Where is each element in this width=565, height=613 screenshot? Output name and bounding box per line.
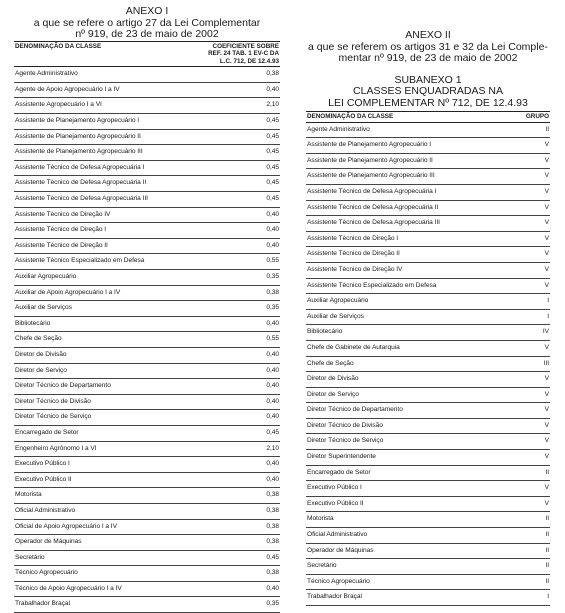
coeficiente-cell: 0,38 [266,538,279,546]
table-row [306,450,550,466]
class-name-cell: Oficial Administrativo [15,506,76,514]
table-row [14,379,280,395]
grupo-cell: II [545,562,549,570]
subanexo-heading: SUBANEXO 1 [394,73,462,86]
table-row [14,286,280,302]
coeficiente-cell: 0,40 [266,241,279,249]
subanexo-caption-line-2: LEI COMPLEMENTAR Nº 712, DE 12.4.93 [328,96,528,109]
table-row [306,154,550,170]
grupo-cell: V [544,250,549,258]
table-row [306,419,550,435]
grupo-cell: V [544,265,549,273]
class-name-cell: Assistente Técnico de Defesa Agropecuária II [307,203,439,211]
class-name-cell: Operador de Máquinas [15,538,82,546]
coeficiente-cell: 0,40 [266,584,279,592]
class-name-cell: Executivo Público II [307,499,364,507]
class-name-cell: Auxiliar Agropecuário [15,273,77,280]
class-name-cell: Secretário [307,562,337,570]
table-row [306,294,550,310]
class-name-cell: Auxiliar de Serviços [15,304,72,312]
coeficiente-cell: 0,55 [266,257,279,265]
class-name-cell: Auxiliar Agropecuário [307,297,369,305]
table-row [306,185,550,201]
coeficiente-cell: 0,40 [266,226,279,234]
class-name-cell: Diretor Técnico de Divisão [15,397,91,405]
table-row [14,488,280,504]
coeficiente-cell: 0,38 [266,70,279,78]
subanexo-1-title [306,75,550,110]
table-row [306,279,550,295]
grupo-cell: II [545,546,549,554]
table-row [306,201,550,217]
anexo-ii-caption-line-2: mentar nº 919, de 23 de maio de 2002 [338,52,518,64]
coeficiente-cell: 0,45 [266,132,279,140]
table-row [306,575,550,591]
table-row [306,310,550,326]
anexo-i-caption-line-1: a que se refere o artigo 27 da Lei Complementar [33,16,261,29]
table-row [14,395,280,411]
grupo-cell: V [544,375,549,383]
grupo-cell: II [545,515,549,523]
class-name-cell: Encarregado de Setor [15,428,79,436]
coeficiente-cell: 0,45 [266,148,279,156]
class-name-cell: Diretor de Serviço [15,366,67,374]
coeficiente-header-line-1: COEFICIENTE SOBRE [212,42,279,50]
anexo-ii-heading: ANEXO II [405,29,451,41]
table-row [14,130,280,146]
class-name-cell: Chefe de Gabinete de Autarquia [307,343,400,351]
table-row [14,426,280,442]
table-row [306,169,550,185]
class-name-cell: Motorista [15,491,42,499]
table-row [306,544,550,560]
anexo-ii-section [306,6,550,606]
class-name-cell: Assistente de Planejamento Agropecuário II [307,156,433,164]
grupo-cell: V [544,390,549,398]
class-name-cell: Encarregado de Setor [307,468,371,476]
class-name-cell: Assistente de Planejamento Agropecuário I [307,141,432,149]
coeficiente-cell: 0,55 [266,335,279,343]
coeficiente-header-line-3: L.C. 712, DE 12.4.93 [219,57,279,65]
table-row [14,566,280,582]
class-name-cell: Oficial de Apoio Agropecuário I a IV [15,522,117,530]
table-row [14,301,280,317]
table-row [14,520,280,536]
grupo-cell: II [545,531,549,539]
table-row [306,216,550,232]
table-row [14,582,280,598]
column-header-denominacao: DENOMINAÇÃO DA CLASSE [15,42,102,50]
anexo-ii-table-body [306,123,550,606]
table-row [306,434,550,450]
class-name-cell: Assistente de Planejamento Agropecuário III [15,148,143,156]
column-header-denominacao: DENOMINAÇÃO DA CLASSE [307,113,394,120]
class-name-cell: Diretor Técnico de Serviço [307,437,384,445]
grupo-cell: V [544,234,549,242]
grupo-cell: II [545,577,549,585]
class-name-cell: Bibliotecário [15,319,51,327]
class-name-cell: Executivo Público I [307,484,362,492]
grupo-cell: V [544,343,549,351]
table-row [306,466,550,482]
class-name-cell: Assistente Técnico de Direção II [15,241,108,249]
table-row [306,138,550,154]
table-row [306,388,550,404]
coeficiente-cell: 0,40 [266,382,279,390]
class-name-cell: Diretor Técnico de Departamento [307,406,403,414]
coeficiente-cell: 0,40 [266,319,279,327]
grupo-cell: V [544,437,549,445]
table-row [306,590,550,606]
grupo-cell: IV [542,328,549,336]
class-name-cell: Diretor Técnico de Serviço [15,413,92,421]
table-row [306,357,550,373]
coeficiente-cell: 0,35 [266,273,279,280]
class-name-cell: Técnico Agropecuário [307,577,370,585]
class-name-cell: Assistente Técnico de Defesa Agropecuária I [307,187,437,195]
coeficiente-cell: 0,45 [266,117,279,125]
table-row [14,457,280,473]
class-name-cell: Diretor de Divisão [307,375,359,383]
class-name-cell: Assistente Técnico de Defesa Agropecuária III [307,219,440,227]
coeficiente-cell: 0,45 [266,163,279,171]
table-row [306,123,550,139]
class-name-cell: Chefe de Seção [307,359,354,367]
coeficiente-cell: 0,40 [266,350,279,358]
class-name-cell: Executivo Público II [15,475,72,483]
class-name-cell: Operador de Máquinas [307,546,374,554]
table-row [306,559,550,575]
class-name-cell: Auxiliar de Serviços [307,312,364,320]
class-name-cell: Assistente Técnico de Defesa Agropecuária I [15,163,145,171]
table-row [306,372,550,388]
anexo-i-table-header [14,41,280,68]
class-name-cell: Engenheiro Agrônomo I a VI [15,444,97,452]
coeficiente-cell: 2,10 [266,101,279,109]
anexo-ii-title [306,30,550,65]
class-name-cell: Assistente Técnico de Defesa Agropecuária II [15,179,147,187]
table-row [306,247,550,263]
grupo-cell: V [544,499,549,507]
table-row [306,481,550,497]
coeficiente-cell: 0,45 [266,195,279,203]
coeficiente-header-line-2: REF. 24 TAB. 1 EV-C DA [208,50,279,58]
class-name-cell: Diretor Técnico de Divisão [307,421,383,429]
class-name-cell: Assistente Técnico de Defesa Agropecuária III [15,195,148,203]
table-row [306,232,550,248]
coeficiente-cell: 0,40 [266,366,279,374]
table-row [306,403,550,419]
class-name-cell: Agente Administrativo [15,70,78,78]
coeficiente-cell: 0,38 [266,506,279,514]
table-row [14,114,280,130]
grupo-cell: I [547,312,549,320]
class-name-cell: Diretor Técnico de Departamento [15,382,111,390]
coeficiente-cell: 0,35 [266,304,279,312]
class-name-cell: Assistente Técnico de Direção IV [15,210,111,218]
anexo-ii-table-header [306,111,550,123]
class-name-cell: Técnico de Apoio Agropecuário I a IV [15,584,122,592]
class-name-cell: Assistente de Planejamento Agropecuário III [307,172,435,180]
table-row [14,332,280,348]
class-name-cell: Trabalhador Braçal [15,600,70,608]
coeficiente-cell: 0,45 [266,553,279,561]
grupo-cell: V [544,203,549,211]
table-row [14,317,280,333]
class-name-cell: Auxiliar de Apoio Agropecuário I a IV [15,288,121,296]
table-row [14,145,280,161]
grupo-cell: V [544,172,549,180]
grupo-cell: V [544,406,549,414]
column-header-grupo: GRUPO [525,113,549,120]
class-name-cell: Trabalhador Braçal [307,593,362,601]
class-name-cell: Técnico Agropecuário [15,569,78,577]
class-name-cell: Executivo Público I [15,460,70,468]
coeficiente-cell: 0,38 [266,288,279,296]
grupo-cell: I [547,593,549,601]
anexo-ii-caption-line-1: a que se referem os artigos 31 e 32 da Lei Comple- [308,40,548,53]
class-name-cell: Secretário [15,553,45,561]
table-row [14,504,280,520]
class-name-cell: Assistente de Planejamento Agropecuário II [15,132,141,140]
table-row [14,192,280,208]
grupo-cell: V [544,484,549,492]
coeficiente-cell: 0,40 [266,210,279,218]
coeficiente-cell: 0,40 [266,397,279,405]
class-name-cell: Motorista [307,515,334,523]
table-row [14,410,280,426]
table-row [14,551,280,567]
coeficiente-cell: 0,40 [266,413,279,421]
grupo-cell: V [544,219,549,227]
table-row [14,364,280,380]
grupo-cell: V [544,453,549,461]
grupo-cell: V [544,156,549,164]
coeficiente-cell: 0,38 [266,522,279,530]
class-name-cell: Assistente de Planejamento Agropecuário I [15,117,140,125]
table-row [306,325,550,341]
table-row [14,67,280,83]
coeficiente-cell: 0,40 [266,85,279,93]
table-row [306,341,550,357]
class-name-cell: Assistente Técnico de Direção I [15,226,107,234]
subanexo-caption-line-1: CLASSES ENQUADRADAS NA [353,85,503,97]
anexo-i-title [14,6,280,41]
table-row [14,208,280,224]
table-row [14,223,280,239]
class-name-cell: Assistente Agropecuário I a VI [15,101,102,109]
class-name-cell: Bibliotecário [307,328,343,336]
class-name-cell: Assistente Técnico Especializado em Defesa [307,281,437,289]
class-name-cell: Agente de Apoio Agropecuário I a IV [15,85,120,93]
table-row [14,254,280,270]
anexo-i-section [14,6,280,613]
table-row [14,473,280,489]
coeficiente-cell: 0,35 [266,600,279,608]
grupo-cell: V [544,141,549,149]
table-row [14,535,280,551]
coeficiente-cell: 0,38 [266,569,279,577]
coeficiente-cell: 2,10 [266,444,279,452]
table-row [306,497,550,513]
table-row [14,270,280,286]
grupo-cell: II [545,125,549,133]
column-header-coeficiente [208,43,279,66]
coeficiente-cell: 0,45 [266,179,279,187]
grupo-cell: V [544,187,549,195]
coeficiente-cell: 0,38 [266,491,279,499]
table-row [14,348,280,364]
coeficiente-cell: 0,40 [266,475,279,483]
class-name-cell: Chefe de Seção [15,335,62,343]
class-name-cell: Oficial Administrativo [307,531,368,539]
class-name-cell: Agente Administrativo [307,125,370,133]
anexo-i-table-body [14,67,280,613]
class-name-cell: Assistente Técnico Especializado em Defesa [15,257,145,265]
grupo-cell: V [544,281,549,289]
class-name-cell: Diretor de Serviço [307,390,359,398]
grupo-cell: V [544,421,549,429]
class-name-cell: Assistente Técnico de Direção II [307,250,400,258]
table-row [14,98,280,114]
class-name-cell: Assistente Técnico de Direção IV [307,265,403,273]
coeficiente-cell: 0,40 [266,460,279,468]
table-row [14,442,280,458]
table-row [306,512,550,528]
table-row [14,176,280,192]
coeficiente-cell: 0,45 [266,428,279,436]
grupo-cell: III [543,359,549,367]
grupo-cell: I [547,297,549,305]
anexo-i-caption-line-2: nº 919, de 23 de maio de 2002 [75,28,219,40]
class-name-cell: Diretor Superintendente [307,453,376,461]
class-name-cell: Diretor de Divisão [15,350,67,358]
table-row [14,83,280,99]
grupo-cell: II [545,468,549,476]
table-row [306,528,550,544]
anexo-i-heading: ANEXO I [125,5,169,17]
table-row [306,263,550,279]
table-row [14,161,280,177]
class-name-cell: Assistente Técnico de Direção I [307,234,399,242]
table-row [14,239,280,255]
